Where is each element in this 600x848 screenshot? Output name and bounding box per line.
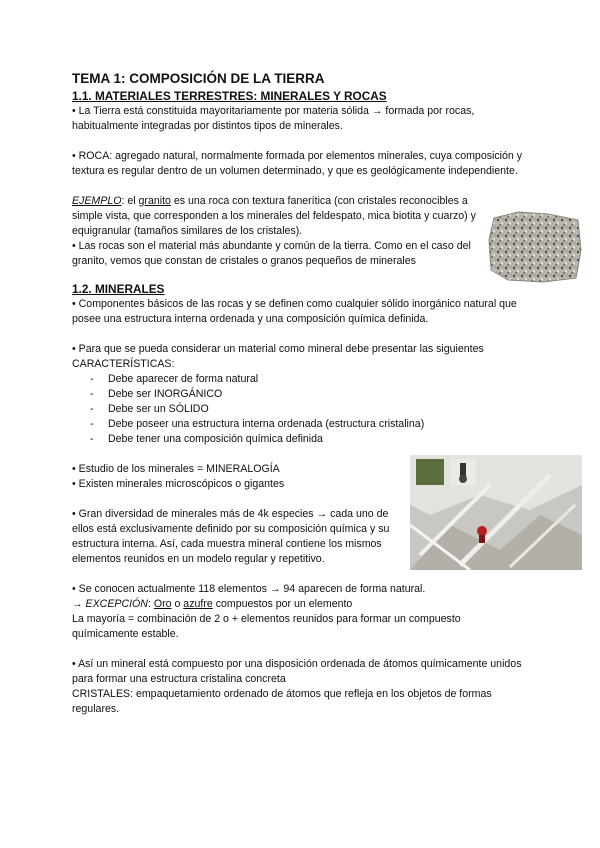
page-title: TEMA 1: COMPOSICIÓN DE LA TIERRA (72, 71, 325, 86)
exception-line (72, 597, 527, 612)
list-item: - Debe poseer una estructura interna ordenada (estructura cristalina) (90, 417, 527, 432)
text: compuestos por un elemento (212, 598, 353, 610)
azufre-word: azufre (183, 598, 213, 610)
oro-word: Oro (153, 598, 172, 610)
example-label: EJEMPLO (72, 195, 122, 207)
paragraph: CRISTALES: empaquetamiento ordenado de átomos que refleja en los objetos de formas regulares. (72, 688, 492, 715)
paragraph: • ROCA: agregado natural, normalmente formada por elementos minerales, cuya composición y textura es regular dentro de un volumen determinado, y que es geológicamente independiente. (72, 150, 523, 177)
text: o (171, 598, 184, 610)
exception-label: EXCEPCIÓN (85, 598, 148, 610)
paragraph: • Existen minerales microscópicos o gigantes (72, 478, 285, 490)
paragraph: • Estudio de los minerales = MINERALOGÍA (72, 463, 280, 475)
list-item: - Debe ser INORGÁNICO (90, 387, 527, 402)
text: : (147, 598, 154, 610)
arrow: → (72, 598, 86, 610)
text: : el (121, 195, 139, 207)
paragraph: • Gran diversidad de minerales más de 4k especies → cada uno de ellos está exclusivamente definido por su composición química y su estructura interna. Así, cada muestra mineral contiene los mismos elementos reunidos en un modelo regular y repetitivo. (72, 508, 390, 565)
paragraph: • Las rocas son el material más abundante y común de la tierra. Como en el caso del granito, vemos que constan de cristales o granos pequeños de minerales (72, 240, 471, 267)
example-paragraph (72, 194, 477, 239)
characteristics-list (72, 372, 527, 447)
list-item: - Debe ser un SÓLIDO (90, 402, 527, 417)
text: es una roca con textura fanerítica (con cristales reconocibles a simple vista, que corresponden a los minerales del feldespato, mica biotita y cuarzo) y equigranular (tamaños similares de los cristales). (72, 195, 476, 237)
paragraph: • La Tierra está constituida mayoritariamente por materia sólida → formada por rocas, habitualmente integradas por distintos tipos de minerales. (72, 105, 475, 132)
paragraph: La mayoría = combinación de 2 o + elementos reunidos para formar un compuesto químicamente estable. (72, 613, 461, 640)
paragraph: • Se conocen actualmente 118 elementos → 94 aparecen de forma natural. (72, 583, 426, 595)
list-item: - Debe tener una composición química definida (90, 432, 527, 447)
paragraph: • Para que se pueda considerar un material como mineral debe presentar las siguientes CARACTERÍSTICAS: (72, 343, 484, 370)
document-page (72, 70, 527, 717)
paragraph: • Componentes básicos de las rocas y se definen como cualquier sólido inorgánico natural que posee una estructura interna ordenada y una composición química definida. (72, 298, 517, 325)
granito-word: granito (138, 195, 171, 207)
section-1-heading: 1.1. MATERIALES TERRESTRES: MINERALES Y ROCAS (72, 89, 387, 103)
list-item: - Debe aparecer de forma natural (90, 372, 527, 387)
section-2-heading: 1.2. MINERALES (72, 282, 165, 296)
paragraph: • Así un mineral está compuesto por una disposición ordenada de átomos químicamente unidos para formar una estructura cristalina concreta (72, 658, 522, 685)
